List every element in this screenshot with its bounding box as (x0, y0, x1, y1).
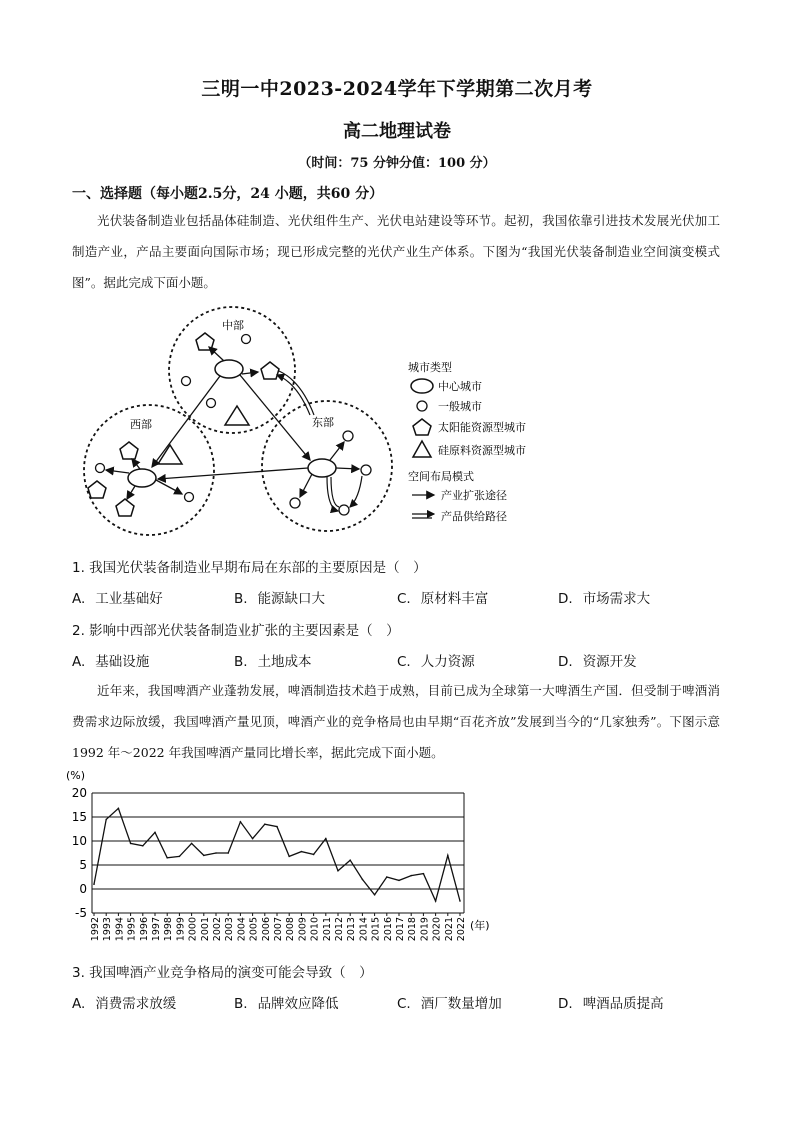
x-tick-label: 2002 (212, 917, 223, 942)
x-tick-label: 2003 (224, 917, 236, 942)
question-2: 2. 影响中西部光伏装备制造业扩张的主要因素是（ ） (72, 623, 400, 639)
x-tick-label: 1995 (126, 917, 138, 942)
passage-line: 近年来，我国啤酒产业蓬勃发展，啤酒制造技术趋于成熟，目前已成为全球第一大啤酒生产国．但受 (97, 683, 657, 698)
option-c[interactable] (397, 992, 502, 1012)
y-tick-label: 0 (79, 882, 87, 896)
region-label-east: 东部 (312, 416, 334, 429)
x-axis-unit: (年) (470, 919, 490, 932)
data-point (337, 870, 339, 872)
option-letter: B. (234, 654, 248, 670)
x-tick-label: 1994 (114, 917, 126, 942)
question-2-options (72, 650, 732, 670)
data-point (191, 843, 193, 845)
option-b[interactable] (234, 587, 325, 607)
x-tick-label: 2008 (285, 917, 297, 942)
option-text: 市场需求大 (582, 591, 651, 607)
option-letter: C. (397, 996, 411, 1012)
legend-item: 中心城市 (438, 380, 482, 393)
exam-meta: （时间：75 分钟分值：100 分） (298, 156, 496, 171)
city-icon (339, 505, 349, 515)
x-tick-label: 2010 (309, 917, 321, 942)
exam-title: 三明一中2023-2024学年下学期第二次月考 (201, 78, 593, 100)
data-point (435, 900, 437, 902)
y-tick-label: -5 (75, 906, 87, 920)
exam-subject: 高二地理试卷 (343, 121, 451, 142)
data-point (313, 854, 315, 856)
data-point (252, 838, 254, 840)
beer-growth-chart (62, 765, 502, 950)
x-tick-label: 2011 (321, 917, 333, 942)
city-icon (96, 464, 105, 473)
data-point (374, 894, 376, 896)
option-letter: D. (558, 654, 573, 670)
option-letter: A. (72, 591, 86, 607)
x-tick-label: 2015 (370, 917, 382, 942)
layout-title: 空间布局模式 (408, 470, 474, 483)
y-axis-unit: (%) (66, 769, 86, 782)
x-tick-label: 1996 (138, 917, 150, 942)
region-label-central: 中部 (222, 319, 244, 332)
city-icon (361, 465, 371, 475)
x-tick-label: 2018 (407, 917, 419, 942)
data-point (423, 873, 425, 875)
data-point (447, 855, 449, 857)
x-tick-label: 2017 (395, 917, 406, 942)
x-tick-label: 2021 (443, 917, 455, 942)
passage-line: 光伏装备制造业包括晶体硅制造、光伏组件生产、光伏电站建设等环节。起初，我国依靠引进技术发 (97, 213, 657, 228)
x-tick-label: 2014 (358, 917, 370, 942)
city-icon (207, 399, 216, 408)
data-point (386, 876, 388, 878)
solar-industry-diagram (72, 303, 552, 543)
data-point (398, 880, 400, 882)
x-tick-label: 2016 (382, 917, 394, 942)
x-tick-label: 2020 (431, 917, 443, 942)
data-point (118, 808, 120, 810)
y-tick-label: 15 (71, 810, 87, 824)
option-text: 土地成本 (257, 654, 312, 670)
data-point (301, 851, 303, 853)
pentagon-icon (120, 442, 138, 459)
x-tick-label: 1998 (163, 917, 175, 942)
pentagon-icon (88, 481, 106, 498)
y-tick-label: 5 (79, 858, 87, 872)
data-point (179, 856, 181, 858)
x-tick-label: 2019 (419, 917, 431, 942)
pentagon-icon (261, 362, 279, 379)
data-point (349, 859, 351, 861)
triangle-legend-icon (413, 441, 431, 457)
x-tick-label: 2007 (273, 917, 284, 942)
data-point (215, 852, 217, 854)
pentagon-icon (196, 333, 214, 350)
data-point (93, 883, 95, 885)
passage-line: 制于啤酒消费需求边际放缓，我国啤酒产量见顶，啤酒产业的竞争格局也由早期“百花齐放”发展到当今的 (72, 683, 720, 729)
x-tick-label: 1997 (151, 917, 162, 942)
data-point (240, 821, 242, 823)
legend-title: 城市类型 (408, 361, 452, 374)
option-a[interactable] (72, 650, 149, 670)
x-tick-label: 2000 (187, 917, 199, 942)
legend-item: 硅原料资源型城市 (438, 444, 526, 457)
data-point (264, 823, 266, 825)
data-point (105, 819, 107, 821)
legend-item: 一般城市 (438, 400, 482, 413)
passage-beer (72, 675, 720, 768)
question-3: 3. 我国啤酒产业竞争格局的演变可能会导致（ ） (72, 965, 373, 981)
city-legend-icon (417, 401, 427, 411)
x-tick-label: 2004 (236, 917, 248, 942)
city-icon (343, 431, 353, 441)
city-icon (242, 335, 251, 344)
option-a[interactable] (72, 992, 176, 1012)
data-point (325, 838, 327, 840)
option-c[interactable] (397, 587, 488, 607)
x-tick-label: 1992 (90, 917, 101, 942)
y-tick-label: 20 (71, 786, 87, 800)
x-tick-label: 2022 (456, 917, 467, 942)
passage-line: “几家独秀”。下图示意 1992 年～2022 年我国啤酒产量同比增长率，据此完成下面小题。 (72, 714, 720, 760)
option-letter: A. (72, 996, 86, 1012)
city-icon (185, 493, 194, 502)
legend-item: 产品供给路径 (441, 510, 507, 523)
option-d[interactable] (558, 992, 664, 1012)
option-d[interactable] (558, 650, 637, 670)
option-letter: C. (397, 654, 411, 670)
x-tick-label: 2012 (334, 917, 345, 942)
data-point (288, 856, 290, 858)
question-1: 1. 我国光伏装备制造业早期布局在东部的主要原因是（ ） (72, 560, 427, 576)
option-a[interactable] (72, 587, 163, 607)
data-point (166, 857, 168, 859)
x-tick-label: 2006 (260, 917, 272, 942)
x-tick-label: 2001 (199, 917, 211, 942)
region-label-west: 西部 (130, 418, 152, 431)
x-tick-label: 2013 (346, 917, 358, 942)
data-point (410, 875, 412, 877)
option-text: 人力资源 (420, 654, 475, 670)
y-tick-label: 10 (71, 834, 87, 848)
city-icon (290, 498, 300, 508)
passage-solar (72, 205, 720, 298)
data-point (227, 852, 229, 854)
option-letter: B. (234, 591, 248, 607)
option-b[interactable] (234, 650, 312, 670)
pentagon-legend-icon (413, 419, 431, 435)
triangle-icon (225, 406, 249, 425)
center-city-icon (128, 469, 156, 487)
pentagon-icon (116, 499, 134, 516)
x-tick-label: 1993 (102, 917, 114, 942)
data-point (203, 855, 205, 857)
option-text: 消费需求放缓 (95, 996, 177, 1012)
section-heading: 一、选择题（每小题2.5分，24 小题，共60 分） (72, 186, 384, 202)
option-d[interactable] (558, 587, 650, 607)
passage-line: 展光伏加工制造产业，产品主要面向国际市场；现已形成完整的光伏产业生产体系。下图为“我国光伏装 (72, 213, 720, 259)
series-line (94, 808, 460, 901)
option-letter: C. (397, 591, 411, 607)
option-text: 工业基础好 (95, 591, 163, 607)
data-point (362, 879, 364, 881)
option-letter: D. (558, 996, 573, 1012)
city-icon (182, 377, 191, 386)
option-b[interactable] (234, 992, 339, 1012)
x-tick-label: 1999 (175, 917, 187, 942)
option-text: 资源开发 (582, 654, 637, 670)
data-point (142, 845, 144, 847)
center-city-legend-icon (411, 379, 433, 393)
x-tick-label: 2009 (297, 917, 309, 942)
option-text: 品牌效应降低 (257, 996, 339, 1012)
option-text: 啤酒品质提高 (582, 996, 664, 1012)
option-c[interactable] (397, 650, 475, 670)
x-tick-label: 2005 (248, 917, 260, 942)
data-point (130, 843, 132, 845)
option-letter: B. (234, 996, 248, 1012)
data-point (154, 832, 156, 834)
legend-item: 太阳能资源型城市 (438, 421, 526, 434)
option-text: 能源缺口大 (257, 591, 326, 607)
question-1-options (72, 587, 732, 607)
center-city-icon (215, 360, 243, 378)
data-point (276, 826, 278, 828)
question-3-options (72, 992, 732, 1012)
option-text: 酒厂数量增加 (420, 996, 502, 1012)
passage-line: 备制造业空间演变模式图”。据此完成下面小题。 (72, 244, 720, 290)
option-letter: A. (72, 654, 86, 670)
data-point (459, 900, 461, 902)
option-text: 基础设施 (95, 654, 150, 670)
option-text: 原材料丰富 (420, 591, 489, 607)
option-letter: D. (558, 591, 573, 607)
legend-item: 产业扩张途径 (441, 489, 507, 502)
